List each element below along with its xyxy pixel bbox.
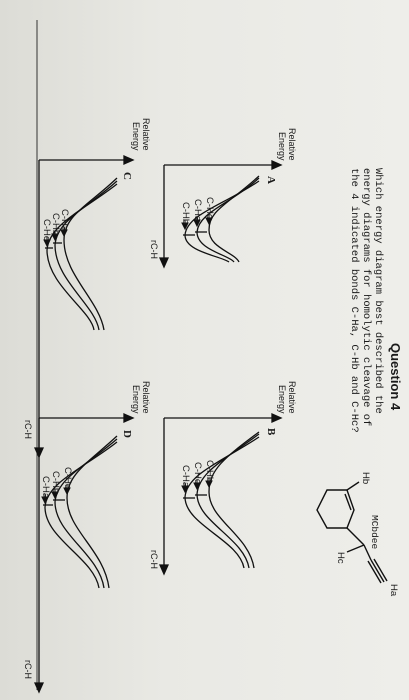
alkyne-bond bbox=[371, 560, 384, 582]
diagram-b-curve-2 bbox=[197, 434, 259, 568]
diagram-b-label-2: C-Hc bbox=[192, 462, 203, 484]
question-line-1: Which energy diagram best described the bbox=[372, 168, 384, 414]
diagram-a bbox=[160, 161, 281, 267]
diagram-d-curve-3 bbox=[45, 442, 117, 588]
diagram-b bbox=[160, 414, 281, 574]
diagram-a-ylabel-energy: Energy bbox=[277, 132, 287, 161]
diagram-c-label-2: C-Hb bbox=[50, 213, 61, 236]
diagram-c bbox=[35, 156, 133, 457]
diagram-b-curve-3 bbox=[185, 437, 259, 568]
diagram-c-xlabel: rC-H bbox=[23, 420, 33, 439]
diagram-c-letter: C bbox=[121, 172, 133, 180]
diagram-b-label-3: C-Ha bbox=[180, 465, 191, 488]
molecule-label-hb: Hb bbox=[360, 472, 371, 485]
diagram-c-curve-1 bbox=[64, 178, 117, 330]
diagram-b-label-1: C-Hb bbox=[204, 460, 215, 483]
side-chain bbox=[347, 528, 364, 545]
diagram-d-curve-2 bbox=[55, 439, 117, 588]
question-title: Question 4 bbox=[388, 343, 403, 411]
diagram-c-label-1: C-Ha bbox=[59, 209, 70, 232]
cyclohexene-ring bbox=[317, 490, 354, 528]
diagram-a-label-1: C-Hc bbox=[204, 197, 215, 219]
diagram-d-ylabel-relative: Relative bbox=[141, 381, 151, 414]
diagram-c-curve-3 bbox=[47, 184, 117, 330]
bond-c-hc bbox=[347, 545, 364, 552]
diagram-d-letter: D bbox=[121, 430, 133, 438]
question-tag: MCbdee bbox=[369, 515, 380, 550]
diagram-d-label-3: C-Ha bbox=[40, 476, 51, 499]
diagram-a-curve-2 bbox=[197, 178, 259, 262]
diagram-b-ylabel-relative: Relative bbox=[287, 381, 297, 414]
molecule-label-hc: Hc bbox=[335, 552, 346, 564]
diagram-a-letter: A bbox=[265, 176, 277, 184]
molecule-label-ha: Ha bbox=[388, 584, 399, 597]
question-line-2: energy diagrams for homolytic cleavage of bbox=[360, 168, 372, 427]
diagram-b-xlabel: rC-H bbox=[149, 550, 159, 569]
diagram-c-curve-2 bbox=[55, 181, 117, 330]
diagram-c-label-3: C-Hc bbox=[41, 219, 52, 241]
diagram-b-letter: B bbox=[265, 428, 277, 436]
bond-c-hb bbox=[347, 482, 359, 490]
diagram-d-ylabel-energy: Energy bbox=[131, 385, 141, 414]
diagram-c-ylabel-relative: Relative bbox=[141, 118, 151, 151]
diagram-d-xlabel: rC-H bbox=[23, 660, 33, 679]
diagram-a-xlabel: rC-H bbox=[149, 240, 159, 259]
diagram-a-curve-1 bbox=[209, 176, 259, 262]
diagram-a-ylabel-relative: Relative bbox=[287, 128, 297, 161]
diagram-b-ylabel-energy: Energy bbox=[277, 385, 287, 414]
diagram-d bbox=[35, 414, 133, 692]
diagram-a-label-2: C-Ha bbox=[192, 199, 203, 222]
diagram-c-ylabel-energy: Energy bbox=[131, 122, 141, 151]
diagram-a-label-3: C-Hb bbox=[180, 202, 191, 225]
diagram-d-label-1: C-Hc bbox=[62, 467, 73, 489]
diagram-d-label-2: C-Hb bbox=[50, 471, 61, 494]
question-line-3: the 4 indicated bonds C-Ha, C-Hb and C-Hc? bbox=[348, 168, 360, 433]
